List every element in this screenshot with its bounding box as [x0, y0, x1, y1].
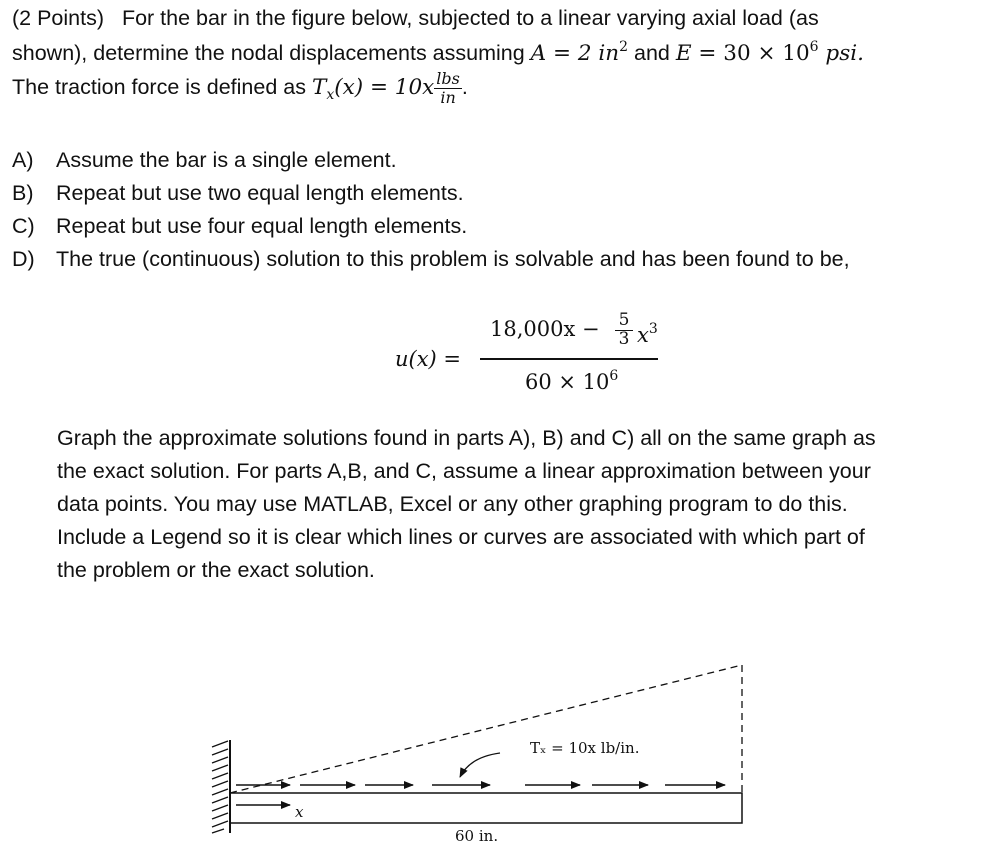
denominator-exponent: 6: [609, 368, 619, 384]
modulus-symbol: E: [675, 41, 692, 66]
bar-load-figure: [200, 655, 760, 845]
instruction-line-1: Graph the approximate solutions found in parts A), B) and C) all on the same graph as: [57, 426, 876, 450]
load-distribution: [230, 665, 742, 793]
problem-line-3: [12, 70, 468, 106]
fixed-wall-icon: [211, 740, 230, 833]
instruction-line-4: Include a Legend so it is clear which lines or curves are associated with which part of: [57, 525, 865, 549]
problem-line-2: [12, 40, 864, 65]
traction-load-label: Tₓ = 10x lb/in.: [530, 739, 640, 757]
numerator-exponent: 3: [648, 321, 658, 337]
item-text: Repeat but use four equal length elements.: [56, 214, 468, 238]
fraction-numerator: lbs: [436, 69, 460, 88]
numerator-tail: [637, 321, 658, 347]
bar-body: [230, 793, 742, 823]
equation-numerator: [490, 317, 600, 342]
item-d: [12, 249, 850, 271]
numerator-x: x: [637, 323, 649, 347]
item-letter: C): [12, 214, 35, 238]
problem-intro-2: shown), determine the nodal displacements assuming: [12, 41, 531, 65]
equation-denominator: [525, 368, 618, 394]
exact-solution-equation: [395, 312, 675, 392]
and-word: and: [628, 41, 676, 65]
traction-symbol: T: [311, 74, 327, 100]
numerator-main: 18,000x −: [490, 317, 600, 341]
problem-line-1: [12, 8, 819, 30]
equation-fraction-bar: [480, 358, 658, 360]
label-leader: [460, 753, 500, 777]
item-text: Assume the bar is a single element.: [56, 148, 397, 172]
item-text: The true (continuous) solution to this problem is solvable and has been found to be,: [56, 247, 850, 271]
instruction-line-3: data points. You may use MATLAB, Excel or any other graphing program to do this.: [57, 492, 848, 516]
item-letter: B): [12, 181, 34, 205]
five-thirds-den: 3: [618, 328, 630, 349]
problem-intro-1: For the bar in the figure below, subjected to a linear varying axial load (as: [121, 6, 819, 30]
points-label: (2 Points): [12, 6, 105, 30]
item-letter: D): [12, 247, 35, 271]
traction-units-fraction: [434, 70, 462, 106]
bar-length-label: 60 in.: [455, 827, 499, 845]
modulus-value: = 30 × 10: [691, 41, 810, 66]
modulus-unit: psi.: [818, 41, 864, 66]
item-b: [12, 183, 464, 205]
x-axis-label: x: [295, 803, 304, 821]
equation-lhs: u(x) =: [395, 347, 462, 371]
fraction-denominator: in: [440, 87, 456, 107]
bar-diagram: [200, 655, 760, 845]
five-thirds-fraction: [615, 312, 633, 349]
area-exponent: 2: [619, 39, 629, 55]
traction-subscript: x: [326, 86, 335, 103]
area-value: = 2 in: [546, 41, 620, 66]
traction-prefix: The traction force is defined as: [12, 74, 312, 99]
item-text: Repeat but use two equal length elements.: [56, 181, 464, 205]
five-thirds-num: 5: [615, 312, 633, 331]
instruction-line-2: the exact solution. For parts A,B, and C, assume a linear approximation between your: [57, 459, 871, 483]
area-symbol: A: [530, 41, 547, 66]
item-letter: A): [12, 148, 34, 172]
modulus-exponent: 6: [809, 39, 819, 55]
traction-period: .: [461, 74, 468, 99]
item-c: [12, 216, 467, 238]
traction-expression: (x) = 10x: [334, 74, 435, 100]
instruction-line-5: the problem or the exact solution.: [57, 558, 375, 582]
item-a: [12, 150, 397, 172]
denominator-main: 60 × 10: [525, 370, 610, 394]
